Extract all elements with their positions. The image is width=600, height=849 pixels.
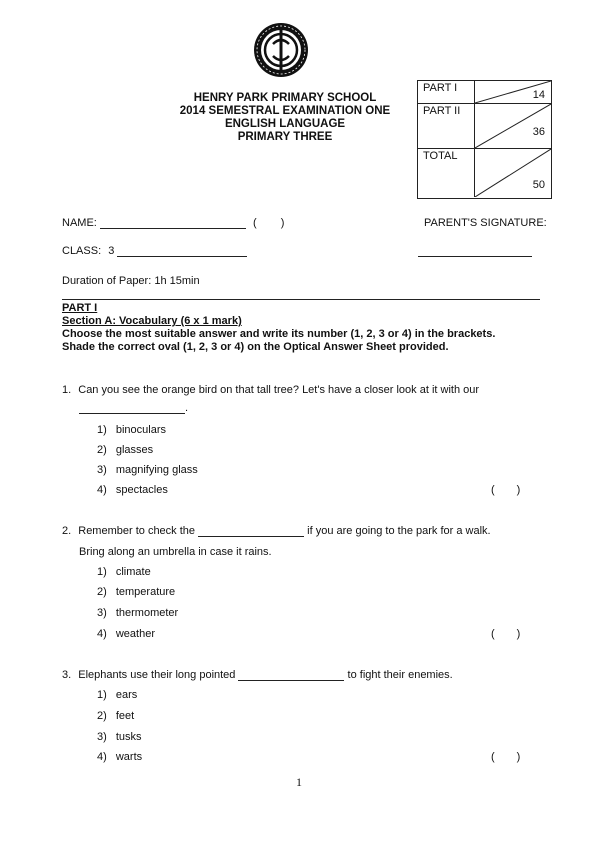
option-4: 4) warts <box>97 751 143 763</box>
name-label: NAME: <box>62 217 97 229</box>
question-text-end: if you are going to the park for a walk. <box>307 525 491 537</box>
option-2: 2) glasses <box>97 444 154 456</box>
score-label: PART I <box>423 82 458 94</box>
name-bracket-open: ( <box>252 217 257 229</box>
class-label: CLASS: <box>62 245 102 257</box>
question-text-end: . <box>185 402 189 414</box>
section-divider <box>62 299 540 300</box>
instruction-line-1: Choose the most suitable answer and write its number (1, 2, 3 or 4) in the brackets. <box>62 328 496 340</box>
score-row-total <box>418 149 551 197</box>
question-text: Elephants use their long pointed <box>78 669 236 681</box>
school-crest-logo <box>253 22 309 78</box>
parent-signature-label: PARENT'S SIGNATURE: <box>424 217 547 229</box>
answer-bracket[interactable]: ( ) <box>491 484 521 496</box>
option-1: 1) ears <box>97 689 138 701</box>
option-1: 1) climate <box>97 566 151 578</box>
answer-bracket[interactable]: ( ) <box>491 628 521 640</box>
name-blank[interactable] <box>100 217 246 229</box>
school-name: HENRY PARK PRIMARY SCHOOL <box>193 92 377 104</box>
section-title: Section A: Vocabulary (6 x 1 mark) <box>62 315 242 327</box>
question-1 <box>62 384 479 396</box>
question-text: Remember to check the <box>78 525 196 537</box>
level-title: PRIMARY THREE <box>237 131 333 143</box>
question-number: 2. <box>62 525 72 537</box>
score-row-part-1 <box>418 81 551 104</box>
subject-title: ENGLISH LANGUAGE <box>224 118 346 130</box>
score-value: 36 <box>532 126 545 138</box>
score-label: PART II <box>423 105 461 117</box>
duration-text: Duration of Paper: 1h 15min <box>62 275 200 287</box>
instruction-line-2: Shade the correct oval (1, 2, 3 or 4) on the Optical Answer Sheet provided. <box>62 341 449 353</box>
answer-blank[interactable] <box>198 525 304 537</box>
score-box <box>417 80 552 199</box>
option-1: 1) binoculars <box>97 424 166 436</box>
name-bracket-close: ) <box>280 217 285 229</box>
option-2: 2) temperature <box>97 586 176 598</box>
question-text-end: to fight their enemies. <box>347 669 453 681</box>
question-3 <box>62 669 453 681</box>
option-4: 4) weather <box>97 628 155 640</box>
answer-bracket[interactable]: ( ) <box>491 751 521 763</box>
class-value: 3 <box>108 245 115 257</box>
question-2 <box>62 525 491 537</box>
answer-blank[interactable] <box>79 402 185 414</box>
question-text: Can you see the orange bird on that tall tree? Let's have a closer look at it with our <box>78 384 480 396</box>
score-value: 50 <box>532 179 545 191</box>
exam-title: 2014 SEMESTRAL EXAMINATION ONE <box>179 105 391 117</box>
question-number: 3. <box>62 669 72 681</box>
question-1-blank-line <box>79 402 188 414</box>
score-row-part-2 <box>418 104 551 149</box>
option-4: 4) spectacles <box>97 484 168 496</box>
class-field[interactable] <box>62 245 247 257</box>
question-2-line-2: Bring along an umbrella in case it rains. <box>79 546 272 558</box>
answer-blank[interactable] <box>238 669 344 681</box>
score-label: TOTAL <box>423 150 458 162</box>
option-3: 3) tusks <box>97 731 142 743</box>
part-title: PART I <box>62 302 98 314</box>
score-value: 14 <box>532 89 545 101</box>
class-blank[interactable] <box>117 245 247 257</box>
name-field[interactable] <box>62 217 284 229</box>
option-3: 3) magnifying glass <box>97 464 198 476</box>
parent-signature-line[interactable] <box>418 256 532 257</box>
option-2: 2) feet <box>97 710 135 722</box>
question-number: 1. <box>62 384 72 396</box>
option-3: 3) thermometer <box>97 607 179 619</box>
page-number: 1 <box>296 775 302 789</box>
